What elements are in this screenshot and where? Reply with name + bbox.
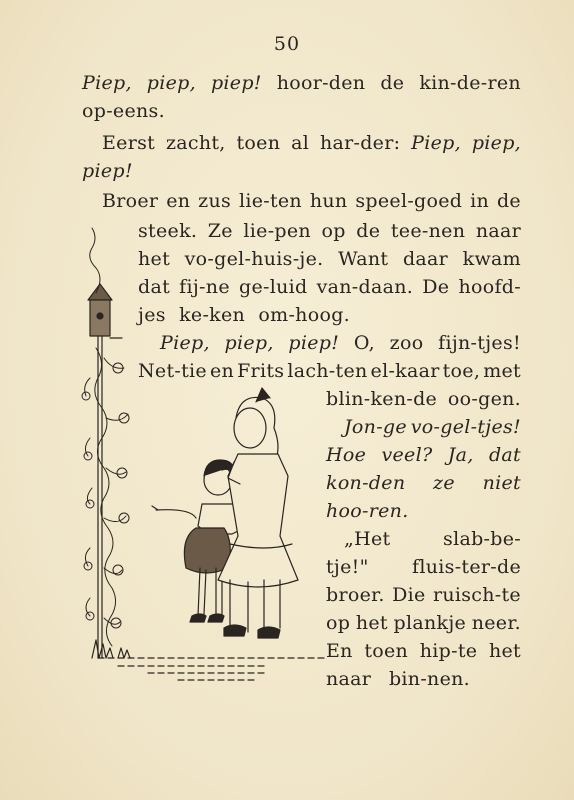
word: oo-gen. [447,388,521,410]
word: hip-te [419,640,478,662]
word: lie-pen [243,220,311,242]
word: zoo [389,332,424,354]
word: plankje [393,612,467,634]
word: het [138,248,171,270]
word: Piep, [160,332,210,354]
word: Die [392,584,426,606]
word: „Het [344,528,391,550]
text-line [82,69,521,97]
page-number: 50 [273,33,301,55]
word: har-der: [319,132,401,154]
word: hun [309,190,348,212]
word: daar [402,248,449,270]
word: piep, [471,132,521,154]
word: de [380,72,405,94]
word: kin-de-ren [419,72,521,94]
word: Broer [102,190,159,212]
word: om-hoog. [258,304,350,326]
word: Eerst [102,132,156,154]
word: tje!" [326,556,369,578]
word: piep, [146,72,196,94]
word: broer. [326,584,385,606]
text-line [326,637,521,665]
word: fluis-ter-de [412,556,521,578]
text-line [326,469,521,497]
word: Net-tie [138,360,207,382]
word: el-kaar [370,360,440,382]
word: Ze [207,220,233,242]
word: niet [482,472,521,494]
word: lach-ten [287,360,368,382]
word: op [321,220,346,242]
word: fijn-tjes! [438,332,521,354]
word: De [422,276,450,298]
word: in [470,190,490,212]
text-line [344,413,521,441]
word: kwam [462,248,521,270]
word: ze [433,472,455,494]
text-line [82,157,200,185]
word: hoofd- [458,276,521,298]
word: piep, [224,332,274,354]
word: steek. [138,220,198,242]
children-birdhouse-illustration [78,218,333,693]
word: En [326,640,353,662]
word: fij-ne [179,276,230,298]
word: toe, [442,360,481,382]
text-line [326,441,521,469]
word: Hoe [326,444,367,466]
text-line [326,385,521,413]
word: tee-nen [390,220,466,242]
word: naar [326,668,372,690]
word: van-daan. [316,276,414,298]
word: ruisch-te [432,584,521,606]
word: lie-ten [238,190,302,212]
text-line [326,609,521,637]
text-line [326,553,521,581]
text-line [102,187,521,215]
word: Want [338,248,389,270]
word: piep! [210,72,262,94]
word: neer. [471,612,521,634]
word: ge-luid [238,276,308,298]
word: en [209,360,235,382]
word: ke-ken [179,304,246,326]
word: jes [138,304,166,326]
word: en [166,190,191,212]
text-line [326,581,521,609]
word: blin-ken-de [326,388,438,410]
word: hoor-den [276,72,366,94]
word: al [291,132,310,154]
word: hoo-ren. [326,500,409,522]
word: dat [488,444,521,466]
text-line [326,497,420,525]
text-line [82,97,200,125]
word: slab-be- [443,528,521,550]
word: Frits [237,360,285,382]
text-line [344,525,521,553]
word: vo-gel-huis-je. [184,248,324,270]
word: het [488,640,521,662]
word: de [496,190,521,212]
word: Jon-ge [344,416,407,438]
text-line [326,665,470,693]
word: Piep, [411,132,461,154]
word: kon-den [326,472,406,494]
word: toen [236,132,281,154]
word: vo-gel-tjes! [410,416,521,438]
word: Piep, [82,72,132,94]
word: het [355,612,388,634]
word: dat [138,276,171,298]
word: Ja, [447,444,474,466]
word: naar [475,220,521,242]
word: op [326,612,351,634]
word: zacht, [165,132,226,154]
word: bin-nen. [388,668,470,690]
word: piep! [288,332,340,354]
word: op-eens. [82,100,165,122]
word: piep! [82,160,133,182]
word: zus [198,190,232,212]
word: de [356,220,381,242]
word: met [483,360,521,382]
text-line [102,129,521,157]
word: veel? [381,444,433,466]
word: toen [364,640,409,662]
word: O, [353,332,375,354]
word: speel-goed [355,190,463,212]
